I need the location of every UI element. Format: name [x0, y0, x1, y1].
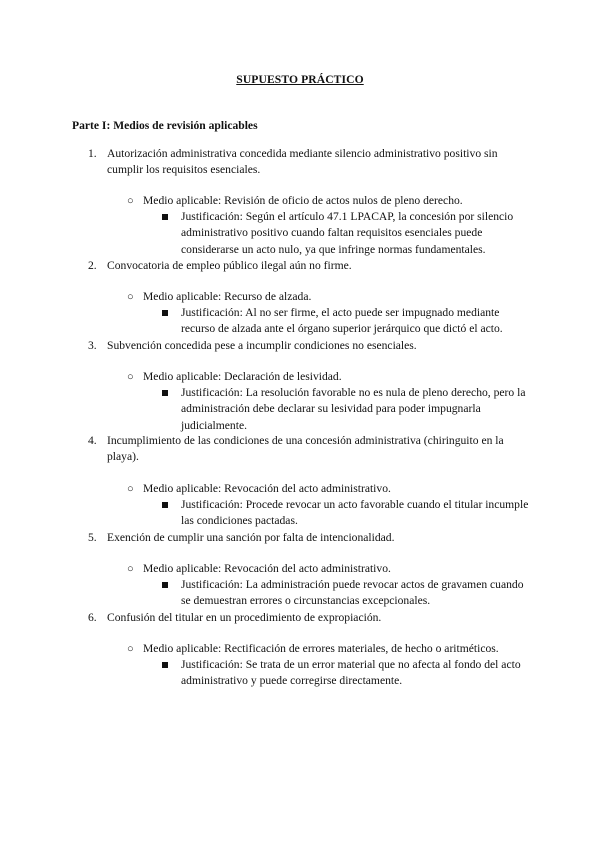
medio-entry	[127, 561, 547, 577]
justificacion-entry	[162, 577, 532, 610]
justificacion-text: Justificación: La resolución favorable no es nula de pleno derecho, pero la administración debe declarar su lesividad para poder impugnarla judicialmente.	[181, 386, 526, 432]
justificacion-text: Justificación: Al no ser firme, el acto puede ser impugnado mediante recurso de alzada ante el órgano superior jerárquico que dictó el acto.	[181, 306, 503, 336]
justificacion-entry	[162, 385, 532, 434]
medio-entry	[127, 289, 547, 305]
item-text: Incumplimiento de las condiciones de una concesión administrativa (chiringuito en la playa).	[107, 434, 504, 464]
item-number: 5.	[88, 531, 97, 544]
medio-entry	[127, 193, 547, 209]
medio-text: Medio aplicable: Rectificación de errores materiales, de hecho o aritméticos.	[143, 642, 499, 655]
circle-bullet-icon: ○	[127, 563, 134, 575]
square-bullet-icon	[162, 582, 168, 588]
circle-bullet-icon: ○	[127, 291, 134, 303]
list-item	[88, 146, 528, 179]
justificacion-text: Justificación: Procede revocar un acto favorable cuando el titular incumple las condiciones pactadas.	[181, 498, 529, 528]
justificacion-text: Justificación: La administración puede revocar actos de gravamen cuando se demuestran errores o circunstancias excepcionales.	[181, 578, 524, 608]
list-item	[88, 338, 528, 354]
item-number: 2.	[88, 259, 97, 272]
medio-entry	[127, 641, 547, 657]
document-title: SUPUESTO PRÁCTICO	[236, 73, 364, 86]
justificacion-entry	[162, 497, 532, 530]
circle-bullet-icon: ○	[127, 483, 134, 495]
medio-entry	[127, 481, 547, 497]
item-number: 3.	[88, 339, 97, 352]
item-number: 4.	[88, 434, 97, 447]
justificacion-entry	[162, 305, 532, 338]
circle-bullet-icon: ○	[127, 195, 134, 207]
circle-bullet-icon: ○	[127, 371, 134, 383]
square-bullet-icon	[162, 502, 168, 508]
square-bullet-icon	[162, 214, 168, 220]
medio-text: Medio aplicable: Declaración de lesividad.	[143, 370, 342, 383]
medio-text: Medio aplicable: Revocación del acto administrativo.	[143, 482, 391, 495]
item-text: Subvención concedida pese a incumplir condiciones no esenciales.	[107, 339, 417, 352]
medio-text: Medio aplicable: Recurso de alzada.	[143, 290, 312, 303]
justificacion-text: Justificación: Se trata de un error material que no afecta al fondo del acto administrativo y puede corregirse directamente.	[181, 658, 521, 688]
list-item	[88, 433, 528, 466]
justificacion-text: Justificación: Según el artículo 47.1 LPACAP, la concesión por silencio administrativo positivo cuando faltan requisitos esenciales puede considerarse un acto nulo, ya que infringe normas fundamentales.	[181, 210, 514, 256]
medio-text: Medio aplicable: Revocación del acto administrativo.	[143, 562, 391, 575]
item-text: Confusión del titular en un procedimiento de expropiación.	[107, 611, 382, 624]
justificacion-entry	[162, 209, 532, 258]
medio-entry	[127, 369, 547, 385]
item-number: 6.	[88, 611, 97, 624]
list-item	[88, 258, 528, 274]
section-heading: Parte I: Medios de revisión aplicables	[72, 119, 258, 132]
justificacion-entry	[162, 657, 532, 690]
list-item	[88, 530, 528, 546]
item-text: Exención de cumplir una sanción por falta de intencionalidad.	[107, 531, 395, 544]
square-bullet-icon	[162, 662, 168, 668]
list-item	[88, 610, 528, 626]
square-bullet-icon	[162, 310, 168, 316]
medio-text: Medio aplicable: Revisión de oficio de actos nulos de pleno derecho.	[143, 194, 463, 207]
circle-bullet-icon: ○	[127, 643, 134, 655]
item-number: 1.	[88, 147, 97, 160]
square-bullet-icon	[162, 390, 168, 396]
item-text: Autorización administrativa concedida mediante silencio administrativo positivo sin cumplir los requisitos esenciales.	[107, 147, 498, 177]
item-text: Convocatoria de empleo público ilegal aún no firme.	[107, 259, 352, 272]
